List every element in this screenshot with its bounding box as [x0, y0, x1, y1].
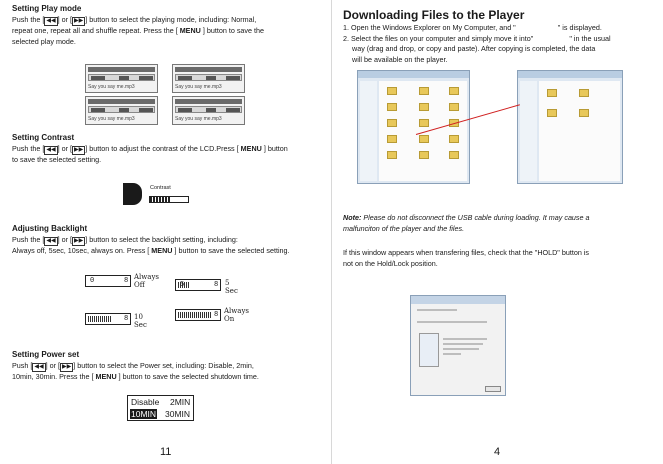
- contrast-label: Contrast: [150, 185, 171, 191]
- backlight-text: Push the [ ◀◀ ] or [ ▶▶ ] button to select the backlight setting, including: Always off, 5sec, 10sec, always on. Press [ MENU ] button to save the selected setting.: [12, 235, 290, 255]
- prev-icon: ◀◀: [46, 147, 56, 153]
- lcd-sample-repeat-all: Say you say me.mp3: [85, 96, 158, 125]
- copy-dialog-screenshot: [410, 295, 506, 396]
- power-option-2min: 2MIN: [170, 397, 191, 407]
- music-note-icon: [419, 333, 439, 367]
- next-icon: ▶▶: [74, 147, 84, 153]
- power-option-disable: Disable: [131, 397, 160, 407]
- power-option-30min: 30MIN: [165, 409, 191, 419]
- power-text: Push [ ◀◀ ] or [ ▶▶ ] button to select the Power set, including: Disable, 2min, 10min, 30min. Press the [ MENU ] button to save the selected shutdown time.: [12, 361, 259, 381]
- lcd-sample-shuffle: Say you say me.mp3: [172, 96, 245, 125]
- explorer-window-computer: [357, 70, 470, 184]
- explorer-window-player: [517, 70, 623, 184]
- power-heading: Setting Power set: [12, 350, 80, 359]
- contrast-level-bar: [149, 196, 189, 203]
- power-option-10min: 10MIN: [131, 409, 157, 419]
- page-number-left: 11: [160, 446, 172, 458]
- lcd-sample-repeat-one: Say you say me.mp3: [172, 64, 245, 93]
- usb-note: Note: Please do not disconnect the USB cable during loading. It may cause a malfunciton of the player and the files.: [343, 213, 590, 233]
- contrast-heading: Setting Contrast: [12, 133, 75, 142]
- play-mode-heading: Setting Play mode: [12, 4, 82, 13]
- next-icon: ▶▶: [74, 238, 84, 244]
- prev-icon: ◀◀: [46, 18, 56, 24]
- contrast-indicator: [123, 183, 189, 205]
- prev-icon: ◀◀: [34, 364, 44, 370]
- right-page: [332, 0, 663, 464]
- backlight-heading: Adjusting Backlight: [12, 224, 88, 233]
- play-mode-text: Push the [ ◀◀ ] or [ ▶▶ ] button to select the playing mode, including: Normal, repeat one, repeat all and shuffle repeat. Press the [ MENU ] button to save the selected play mode.: [12, 15, 264, 46]
- lcd-sample-normal: Say you say me.mp3: [85, 64, 158, 93]
- next-icon: ▶▶: [74, 18, 84, 24]
- prev-icon: ◀◀: [46, 238, 56, 244]
- hold-note: If this window appears when transfering files, check that the "HOLD" button is not on the Hold/Lock position.: [343, 248, 590, 268]
- power-set-display: [127, 395, 194, 421]
- left-page: Setting Play mode Push the [ ◀◀ ] or [ ▶▶ ] button to select the playing mode, including: Normal, repeat one, repeat all and shuffle repeat. Press the [ MENU ] button to save the selected play mode. Say you say me.mp3 Say you say me.mp3 Say you say me.mp3 Say you say me.mp3 Setting Contrast Push the [ ◀◀ ] or [ ▶▶ ] button to adjust the contrast of the LCD.Press [ MENU ] button to save the selected setting. Contrast Adjusting Backlight Push the [ ◀◀ ] or [ ▶▶ ] button to select the backlight setting, including: Always off, 5sec, 10sec, always on. Press [ MENU ] button to save the selected setting. 0 8 Always Off 5 8 5 Sec 8 10 Sec 8 Always On Setting Power set Push [ ◀◀ ] or [ ▶▶ ] button to select the Power set, including: Disable, 2min, 10min, 30min. Press the [ MENU ] button to save the selected shutdown time. Disable 2MIN 10MIN 30MIN 11: [0, 0, 331, 464]
- next-icon: ▶▶: [62, 364, 72, 370]
- page-number-right: 4: [494, 446, 501, 458]
- download-heading: Downloading Files to the Player: [343, 8, 525, 22]
- dialog-button: [485, 386, 501, 392]
- display-icon: [123, 183, 142, 205]
- contrast-text: Push the [ ◀◀ ] or [ ▶▶ ] button to adjust the contrast of the LCD.Press [ MENU ] button to save the selected setting.: [12, 144, 288, 164]
- download-steps: 1. Open the Windows Explorer on My Computer, and " " is displayed. 2. Select the files on your computer and simply move it into" " in the usual way (drag and drop, or copy and paste). After copying is completed, the data will be available on the player.: [343, 23, 611, 64]
